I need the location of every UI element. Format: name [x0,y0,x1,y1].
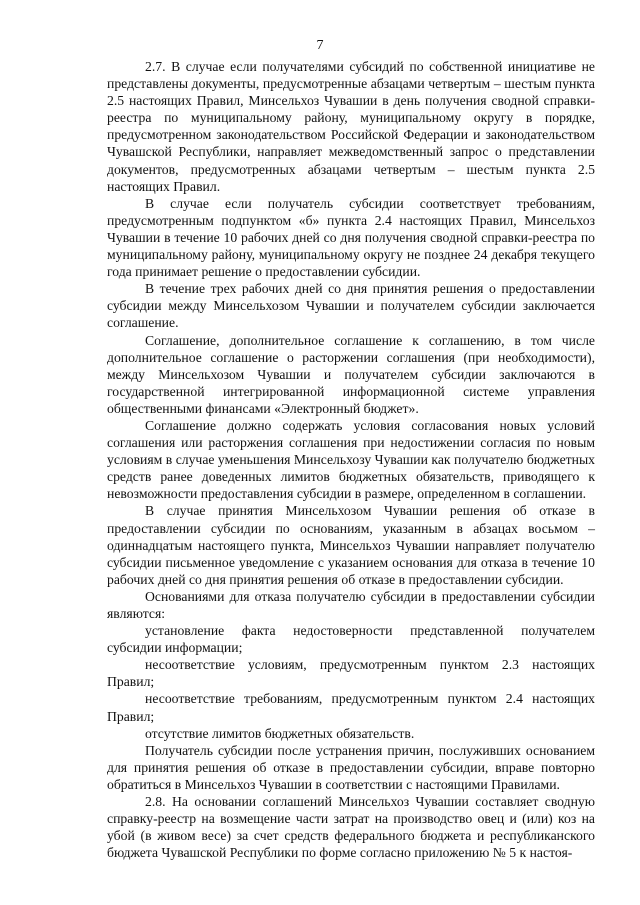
page-number: 7 [316,38,324,53]
paragraph-reapply: Получатель субсидии после устранения причин, послуживших основанием для принятия решения об отказе в предоставлении субсидии, вправе повторно обратиться в Минсельхоз Чувашии в соответствии с настоящими Правилами. [107,742,595,792]
document-body [107,58,595,861]
paragraph-agreement-term: В течение трех рабочих дней со дня принятия решения о предоставлении субсидии между Минсельхозом Чувашии и получателем субсидии заключается соглашение. [107,281,595,331]
paragraph-2-8: 2.8. На основании соглашений Минсельхоз Чувашии составляет сводную справку-реестр на возмещение части затрат на производство овец и (или) коз на убой (в живом весе) за счет средств федерального бюджета и республиканского бюджета Чувашской Республики по форме согласно приложению № 5 к настоя- [107,794,595,861]
paragraph-refusal-grounds: Основаниями для отказа получателю субсидии в предоставлении субсидии являются: [107,588,595,621]
list-item-ground-3: несоответствие требованиям, предусмотренным пунктом 2.4 настоящих Правил; [107,691,595,724]
list-item-ground-2: несоответствие условиям, предусмотренным пунктом 2.3 настоящих Правил; [107,657,595,690]
paragraph-decision: В случае если получатель субсидии соответствует требованиям, предусмотренным подпунктом «б» пункта 2.4 настоящих Правил, Минсельхоз Чувашии в течение 10 рабочих дней со дня получения сводной справки-реестра по муниципальному району, муниципальному округу не позднее 24 декабря текущего года принимает решение о предоставлении субсидии. [107,195,595,280]
list-item-ground-1: установление факта недостоверности представленной получателем субсидии информации; [107,623,595,656]
paragraph-refusal-notice: В случае принятия Минсельхозом Чувашии решения об отказе в предоставлении субсидии по основаниям, указанным в абзацах восьмом – одиннадцатым настоящего пункта, Минсельхоз Чувашии направляет получателю субсидии письменное уведомление с указанием основания для отказа в течение 10 рабочих дней со дня принятия решения об отказе в предоставлении субсидии. [107,503,595,587]
paragraph-2-7: 2.7. В случае если получателями субсидий по собственной инициативе не представлены документы, предусмотренные абзацами четвертым – шестым пункта 2.5 настоящих Правил, Минсельхоз Чувашии в день получения сводной справки-реестра по муниципальному району, муниципальному округу в порядке, предусмотренном законодательством Российской Федерации и законодательством Чувашской Республики, направляет межведомственный запрос о представлении документов, предусмотренных абзацами четвертым – шестым пункта 2.5 настоящих Правил. [107,59,595,194]
paragraph-agreement-system: Соглашение, дополнительное соглашение к соглашению, в том числе дополнительное соглашение о расторжении соглашения (при необходимости), между Минсельхозом Чувашии и получателем субсидии заключаются в государственной интегрированной информационной системе управления общественными финансами «Электронный бюджет». [107,332,595,416]
list-item-ground-4: отсутствие лимитов бюджетных обязательств. [145,725,415,741]
paragraph-agreement-conditions: Соглашение должно содержать условия согласования новых условий соглашения или расторжения соглашения при недостижении согласия по новым условиям в случае уменьшения Минсельхозу Чувашии как получателю бюджетных средств ранее доведенных лимитов бюджетных обязательств, приводящего к невозможности предоставления субсидии в размере, определенном в соглашении. [107,417,595,502]
